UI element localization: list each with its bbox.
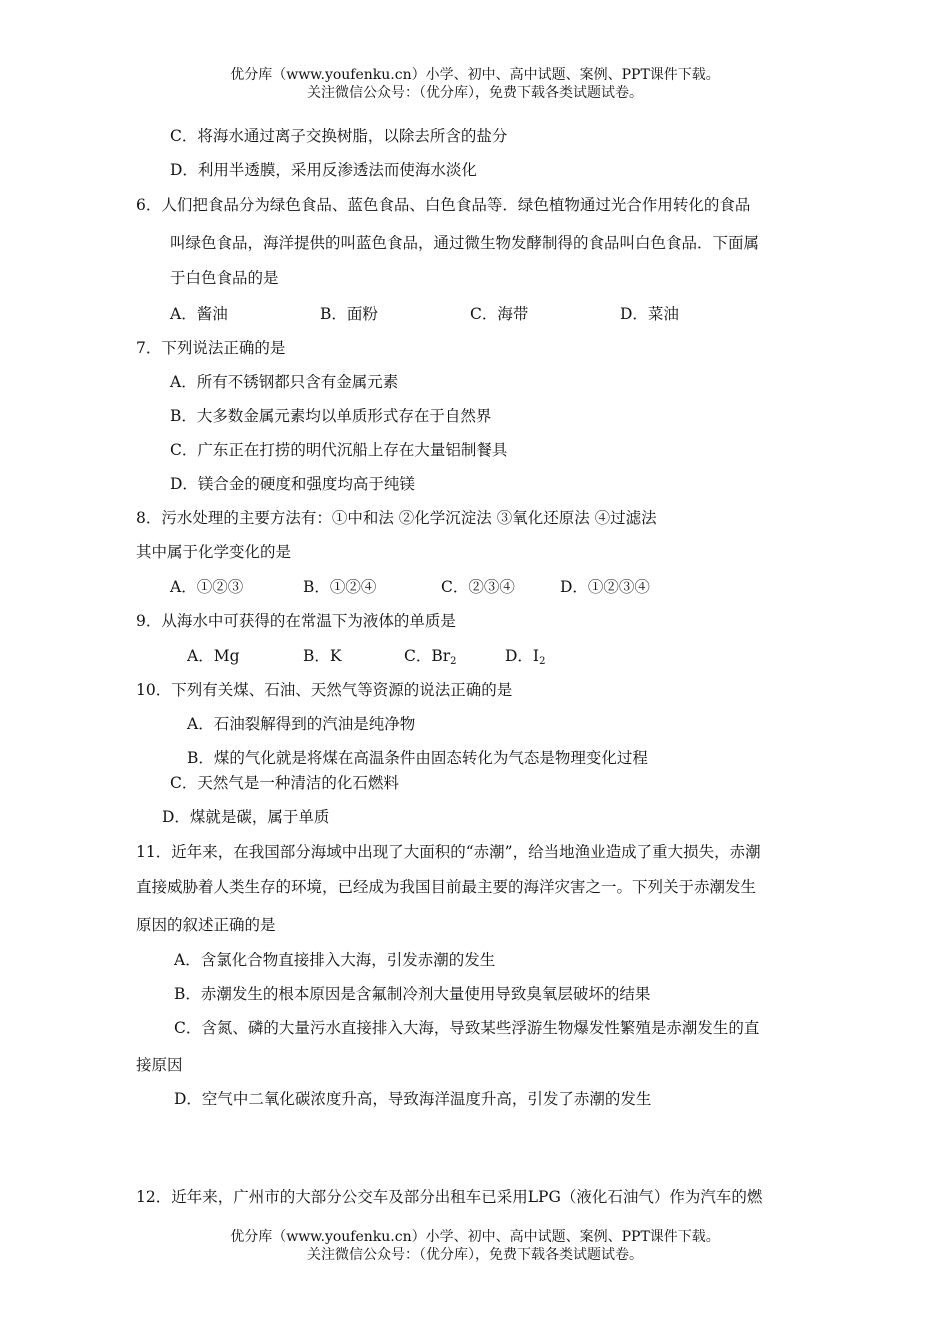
- q6-option-c: C．海带: [470, 305, 529, 323]
- q6-stem-line-3: 于白色食品的是: [170, 269, 279, 287]
- q9-option-b: B．K: [303, 647, 342, 665]
- q11-option-c-line-2: 接原因: [136, 1056, 183, 1074]
- q6-stem-line-2: 叫绿色食品，海洋提供的叫蓝色食品，通过微生物发酵制得的食品叫白色食品．下面属: [170, 234, 760, 252]
- q11-stem-line-2: 直接威胁着人类生存的环境，已经成为我国目前最主要的海洋灾害之一。下列关于赤潮发生: [136, 878, 757, 896]
- q5-option-d: D．利用半透膜，采用反渗透法而使海水淡化: [170, 161, 477, 179]
- q11-option-d: D．空气中二氧化碳浓度升高，导致海洋温度升高，引发了赤潮的发生: [174, 1090, 652, 1108]
- q7-option-a: A．所有不锈钢都只含有金属元素: [170, 373, 399, 391]
- q7-option-b: B．大多数金属元素均以单质形式存在于自然界: [170, 407, 492, 425]
- q12-stem-line-1: 12．近年来，广州市的大部分公交车及部分出租车已采用LPG（液化石油气）作为汽车的燃: [136, 1188, 763, 1206]
- q8-option-d: D．①②③④: [560, 578, 650, 596]
- q6-option-d: D．菜油: [620, 305, 679, 323]
- q10-option-a: A．石油裂解得到的汽油是纯净物: [187, 715, 416, 733]
- q10-option-b: B．煤的气化就是将煤在高温条件由固态转化为气态是物理变化过程: [187, 749, 648, 767]
- q6-option-b: B．面粉: [320, 305, 378, 323]
- q9-option-c-text: C．Br: [404, 647, 451, 665]
- q11-stem-line-1: 11．近年来，在我国部分海域中出现了大面积的“赤潮”，给当地渔业造成了重大损失，赤潮: [136, 843, 761, 861]
- q9-option-a: A．Mg: [187, 647, 240, 665]
- q8-stem-line-1: 8．污水处理的主要方法有：①中和法 ②化学沉淀法 ③氧化还原法 ④过滤法: [136, 509, 657, 527]
- q5-option-c: C．将海水通过离子交换树脂，以除去所含的盐分: [170, 127, 508, 145]
- q10-option-c: C．天然气是一种清洁的化石燃料: [170, 774, 399, 792]
- q9-stem: 9．从海水中可获得的在常温下为液体的单质是: [136, 612, 456, 630]
- q7-option-c: C．广东正在打捞的明代沉船上存在大量铝制餐具: [170, 441, 508, 459]
- q11-option-a: A．含氯化合物直接排入大海，引发赤潮的发生: [174, 951, 496, 969]
- footer-line-2: 关注微信公众号：（优分库），免费下载各类试题试卷。: [307, 1247, 643, 1263]
- q6-option-a: A．酱油: [170, 305, 228, 323]
- q10-stem: 10．下列有关煤、石油、天然气等资源的说法正确的是: [136, 681, 513, 699]
- q9-option-c: [404, 646, 457, 672]
- q7-option-d: D．镁合金的硬度和强度均高于纯镁: [170, 475, 415, 493]
- q11-option-b: B．赤潮发生的根本原因是含氟制冷剂大量使用导致臭氧层破坏的结果: [174, 985, 651, 1003]
- q8-option-c: C．②③④: [441, 578, 515, 596]
- q8-option-b: B．①②④: [303, 578, 377, 596]
- q6-stem-line-1: 6．人们把食品分为绿色食品、蓝色食品、白色食品等．绿色植物通过光合作用转化的食品: [136, 196, 751, 214]
- q9-option-c-subscript: 2: [450, 656, 457, 667]
- q7-stem: 7．下列说法正确的是: [136, 339, 286, 357]
- q8-stem-line-2: 其中属于化学变化的是: [136, 543, 292, 561]
- header-line-1: 优分库（www.youfenku.cn）小学、初中、高中试题、案例、PPT课件下载。: [230, 67, 720, 83]
- q9-option-d: [505, 646, 545, 672]
- q8-option-a: A．①②③: [170, 578, 244, 596]
- footer-line-1: 优分库（www.youfenku.cn）小学、初中、高中试题、案例、PPT课件下载。: [230, 1229, 720, 1245]
- header-line-2: 关注微信公众号：（优分库），免费下载各类试题试卷。: [307, 85, 643, 101]
- q9-option-d-text: D．I: [505, 647, 540, 665]
- q11-stem-line-3: 原因的叙述正确的是: [136, 916, 276, 934]
- q10-option-d: D．煤就是碳，属于单质: [162, 808, 330, 826]
- q9-option-d-subscript: 2: [539, 656, 546, 667]
- q11-option-c-line-1: C．含氮、磷的大量污水直接排入大海，导致某些浮游生物爆发性繁殖是赤潮发生的直: [174, 1019, 760, 1037]
